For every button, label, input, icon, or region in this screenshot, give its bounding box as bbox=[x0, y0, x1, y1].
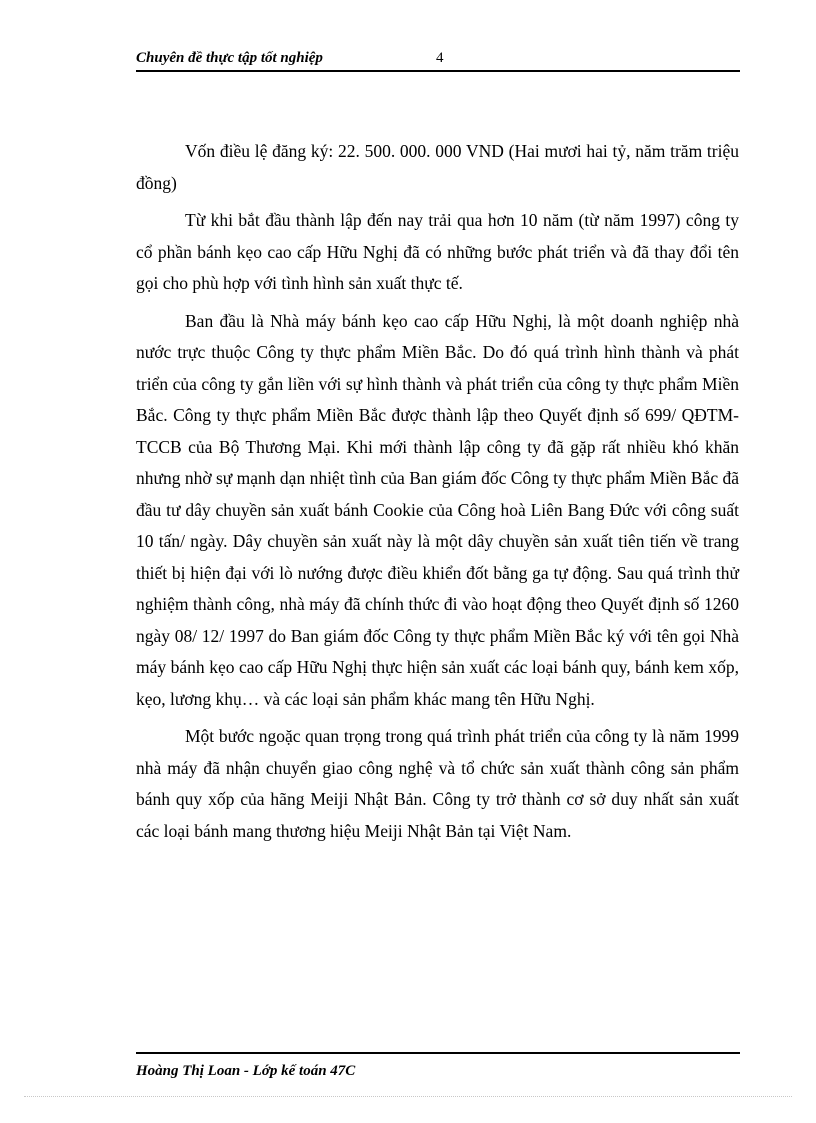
paragraph-factory-origin: Ban đầu là Nhà máy bánh kẹo cao cấp Hữu Nghị, là một doanh nghiệp nhà nước trực thuộc Công ty thực phẩm Miền Bắc. Do đó quá trình hình thành và phát triển của công ty gắn liền với sự hình thành và phát triển của công ty thực phẩm Miền Bắc. Công ty thực phẩm Miền Bắc được thành lập theo Quyết định số 699/ QĐTM-TCCB của Bộ Thương Mại. Khi mới thành lập công ty đã gặp rất nhiều khó khăn nhưng nhờ sự mạnh dạn nhiệt tình của Ban giám đốc Công ty thực phẩm Miền Bắc đã đầu tư dây chuyền sản xuất bánh Cookie của Công hoà Liên Bang Đức với công suất 10 tấn/ ngày. Dây chuyền sản xuất này là một dây chuyền sản xuất tiên tiến về trang thiết bị hiện đại với lò nướng được điều khiển đốt bằng ga tự động. Sau quá trình thử nghiệm thành công, nhà máy đã chính thức đi vào hoạt động theo Quyết định số 1260 ngày 08/ 12/ 1997 do Ban giám đốc Công ty thực phẩm Miền Bắc ký với tên gọi Nhà máy bánh kẹo cao cấp Hữu Nghị thực hiện sản xuất các loại bánh quy, bánh kem xốp, kẹo, lương khụ… và các loại sản phẩm khác mang tên Hữu Nghị. bbox=[136, 310, 739, 709]
paragraph-company-history: Từ khi bắt đầu thành lập đến nay trải qua hơn 10 năm (từ năm 1997) công ty cổ phần bánh kẹo cao cấp Hữu Nghị đã có những bước phát triển và đã thay đổi tên gọi cho phù hợp với tình hình sản xuất thực tế. bbox=[136, 210, 739, 293]
paragraph-charter-capital: Vốn điều lệ đăng ký: 22. 500. 000. 000 VND (Hai mươi hai tỷ, năm trăm triệu đồng) bbox=[136, 141, 739, 193]
page-footer bbox=[136, 1052, 740, 1079]
page-header bbox=[136, 46, 740, 72]
page-number: 4 bbox=[436, 50, 444, 66]
document-body bbox=[136, 136, 739, 853]
page-bottom-divider bbox=[24, 1096, 792, 1097]
footer-author: Hoàng Thị Loan - Lớp kế toán 47C bbox=[136, 1063, 356, 1079]
header-title: Chuyên đề thực tập tốt nghiệp bbox=[136, 50, 323, 66]
paragraph-meiji-milestone: Một bước ngoặc quan trọng trong quá trình phát triển của công ty là năm 1999 nhà máy đã nhận chuyển giao công nghệ và tổ chức sản xuất thành công sản phẩm bánh quy xốp của hãng Meiji Nhật Bản. Công ty trở thành cơ sở duy nhất sản xuất các loại bánh mang thương hiệu Meiji Nhật Bản tại Việt Nam. bbox=[136, 726, 739, 841]
